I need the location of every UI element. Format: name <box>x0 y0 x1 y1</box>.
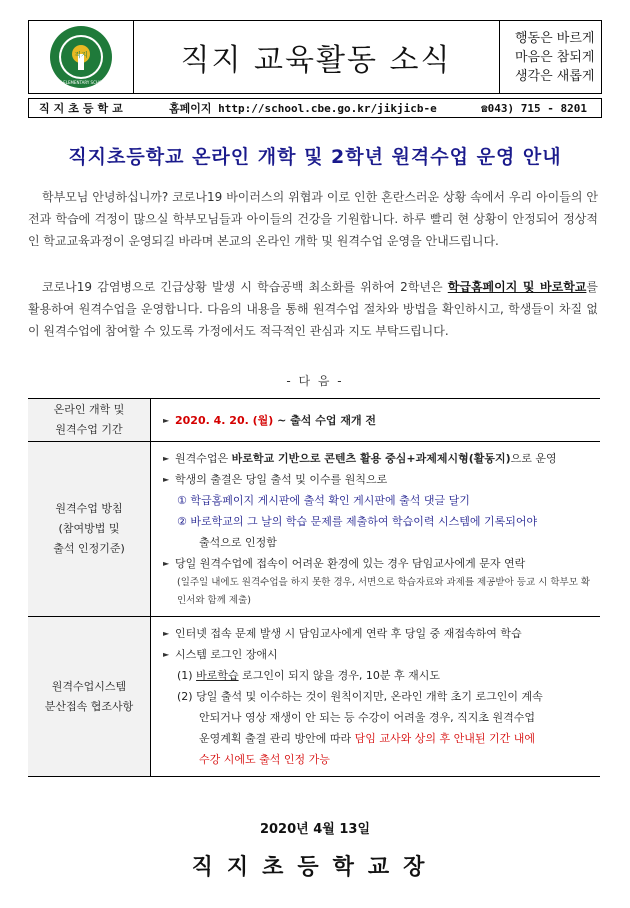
motto-line-3: 생각은 새롭게 <box>515 68 595 84</box>
triangle-bullet-icon: ► <box>163 454 170 463</box>
homepage-label: 홈페이지 <box>169 102 212 115</box>
sub-item-2: (2) 당일 출석 및 이수하는 것이 원칙이지만, 온라인 개학 초기 로그인이 계속 <box>177 690 543 703</box>
label-line: 분산접속 협조사항 <box>44 699 134 713</box>
document-title: 직지초등학교 온라인 개학 및 2학년 원격수업 운영 안내 <box>68 146 562 168</box>
start-date: 2020. 4. 20. (월) <box>175 413 274 427</box>
bullet-text: 시스템 로그인 장애시 <box>175 648 278 661</box>
label-line: 원격수업 기간 <box>55 423 123 436</box>
logo-text: 직지 <box>74 51 88 59</box>
triangle-bullet-icon: ► <box>163 629 170 638</box>
label-line: 원격수업 방침 <box>55 502 123 515</box>
school-info-bar <box>28 98 602 118</box>
sub-text: 로그인이 되지 않을 경우, 10분 후 재시도 <box>238 669 440 682</box>
label-line: 온라인 개학 및 <box>53 403 125 416</box>
bullet-text: 당일 원격수업에 접속이 어려운 환경에 있는 경우 담임교사에게 문자 연락 <box>175 557 526 570</box>
bullet-item <box>163 644 592 665</box>
bullet-text: 으로 운영 <box>510 452 557 465</box>
bullet-item <box>163 623 592 644</box>
school-emblem-icon <box>48 24 114 90</box>
row-value-period <box>151 399 601 442</box>
info-paragraph <box>28 276 598 342</box>
newsletter-title: 직지 교육활동 소식 <box>133 21 500 93</box>
bullet-item <box>163 448 592 469</box>
row-label-policy <box>28 442 151 617</box>
sub-item-1 <box>163 665 592 686</box>
bullet-item <box>163 410 592 431</box>
row-label-system <box>28 617 151 777</box>
row-value-system <box>151 617 601 777</box>
label-line: 원격수업시스템 <box>51 679 127 693</box>
label-line: (참여방법 및 <box>58 522 120 535</box>
logo-ring-text: JIKJI ELEMENTARY SCHOOL <box>54 80 108 85</box>
principal-signature: 직지초등학교장 <box>191 855 439 880</box>
label-line: 출석 인정기준) <box>53 542 125 555</box>
period-rest: ~ 출석 수업 재개 전 <box>273 413 377 427</box>
table-row-period <box>28 399 600 442</box>
sub-item-1: ① 학급홈페이지 게시판에 출석 확인 게시판에 출석 댓글 달기 <box>177 494 470 507</box>
table-row-policy <box>28 442 600 617</box>
bullet-bold-text: 바로학교 기반으로 콘텐츠 활용 중심+과제제시형(활동지) <box>231 452 511 465</box>
homepage-info <box>169 100 437 116</box>
sub-item-2-cont3: 수강 시에도 출석 인정 가능 <box>199 753 330 766</box>
bullet-item <box>163 553 592 574</box>
greeting-paragraph: 학부모님 안녕하십니까? 코로나19 바이러스의 위협과 이로 인한 혼란스러운 상황 속에서 우리 아이들의 안전과 학습에 걱정이 많으실 학부모님들과 아이들의 건강을 기원합니다. 하루 빨리 현 상황이 안정되어 정상적인 학교교육과정이 운영되길 바라며 본교의 온라인 개학 및 원격수업 운영을 안내드립니다. <box>28 190 598 248</box>
triangle-bullet-icon: ► <box>163 475 170 484</box>
school-logo <box>29 21 134 93</box>
attendance-note: (일주일 내에도 원격수업을 하지 못한 경우, 서면으로 학습자료와 과제를 제공받아 등교 시 학부모 확인서와 함께 제출) <box>177 577 591 606</box>
para2-before: 코로나19 감염병으로 긴급상황 발생 시 학습공백 최소화를 위하여 2학년은 <box>42 280 448 294</box>
school-name: 직지초등학교 <box>39 102 127 115</box>
sub-item-2-cont1: 안되거나 영상 재생이 안 되는 등 수강이 어려울 경우, 직지초 원격수업 <box>199 711 535 724</box>
newsletter-header <box>28 20 602 94</box>
para2-after: 를 활용하여 원격수업을 운영합니다. 다음의 내용을 통해 원격수업 절차와 방법을 확인하시고, 학생들이 차질 없이 원격수업에 참여할 수 있도록 가정에서도 적극적인 관심과 지도 부탁드립니다. <box>28 280 598 338</box>
sub-item-2-cont2 <box>163 728 592 749</box>
phone-number: ☎043) 715 - 8201 <box>481 101 587 115</box>
row-value-policy <box>151 442 601 617</box>
document-date: 2020년 4월 13일 <box>259 822 371 837</box>
triangle-bullet-icon: ► <box>163 559 170 568</box>
triangle-bullet-icon: ► <box>163 650 170 659</box>
para2-highlight: 학급홈페이지 및 바로학교 <box>447 280 587 294</box>
sub-text: 운영계획 출결 관리 방안에 따라 <box>199 732 355 745</box>
info-table <box>28 398 600 777</box>
bullet-text: 원격수업은 <box>175 452 232 465</box>
bullet-item <box>163 469 592 490</box>
sub-item-2: ② 바로학교의 그 날의 학습 문제를 제출하여 학습이력 시스템에 기록되어야 <box>177 515 538 528</box>
row-label-period <box>28 399 151 442</box>
table-row-system <box>28 617 600 777</box>
bullet-text: 인터넷 접속 문제 발생 시 담임교사에게 연락 후 당일 중 재접속하여 학습 <box>175 627 522 640</box>
sub-item-2-cont: 출석으로 인정함 <box>199 536 277 549</box>
dagum-heading: - 다 음 - <box>286 374 344 388</box>
motto-line-1: 행동은 바르게 <box>515 30 595 46</box>
school-motto <box>499 21 601 93</box>
bullet-text: 학생의 출결은 당일 출석 및 이수를 원칙으로 <box>175 473 388 486</box>
sub-underlined-text: 바로학습 <box>196 669 239 682</box>
triangle-bullet-icon: ► <box>163 415 170 425</box>
homepage-url[interactable]: http://school.cbe.go.kr/jikjicb-e <box>218 102 437 115</box>
sub-text: (1) <box>177 669 197 682</box>
sub-red-text: 담임 교사와 상의 후 안내된 기간 내에 <box>354 732 535 745</box>
motto-line-2: 마음은 참되게 <box>515 49 595 65</box>
